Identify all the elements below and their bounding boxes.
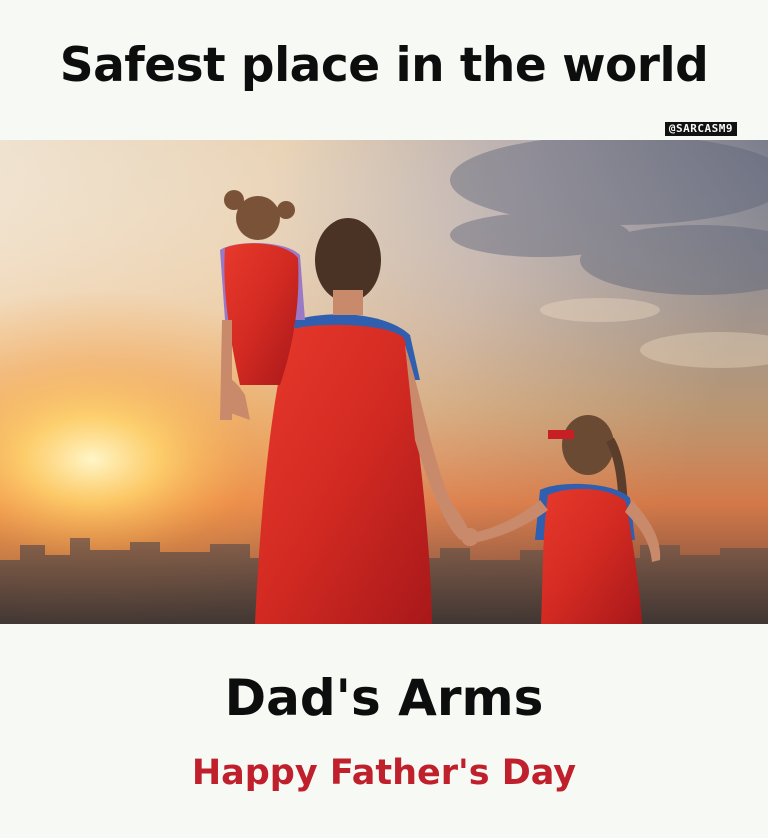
superhero-family-photo — [0, 140, 768, 624]
caption-dads-arms: Dad's Arms — [224, 669, 544, 727]
headline: Safest place in the world — [59, 38, 709, 93]
watermark-badge: @SARCASM9 — [665, 122, 737, 136]
greeting-fathers-day: Happy Father's Day — [191, 753, 577, 793]
clasped-hands — [461, 528, 479, 546]
